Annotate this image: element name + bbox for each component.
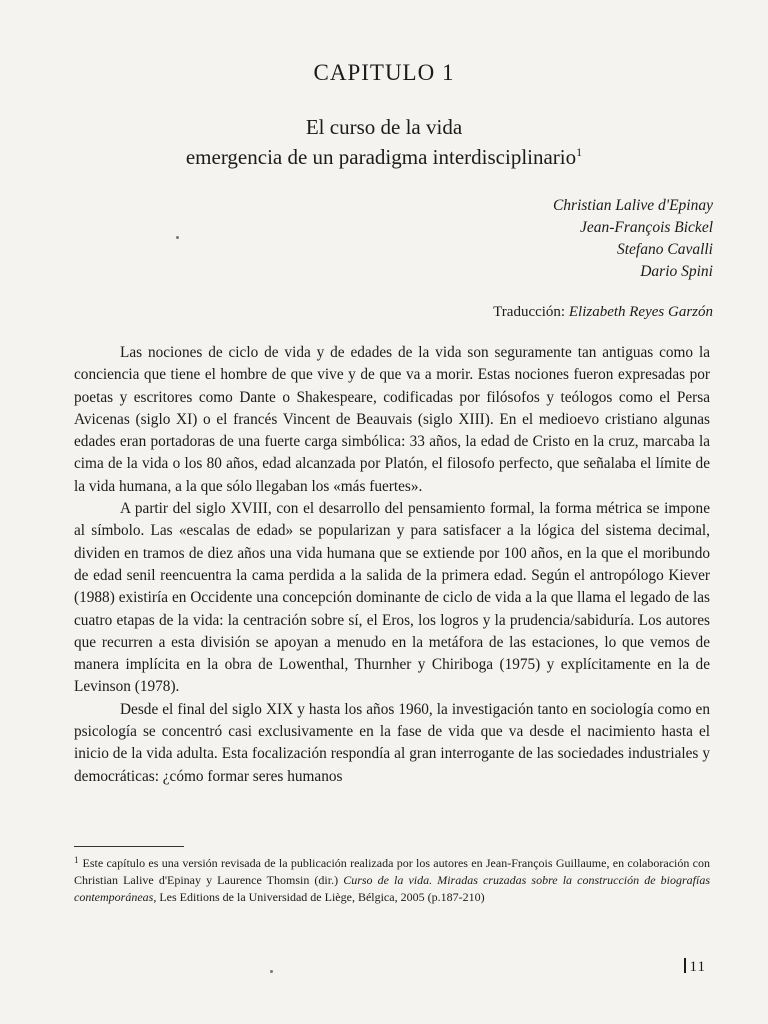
title-footnote-mark: 1 xyxy=(576,145,583,159)
author-name: Dario Spini xyxy=(640,263,713,280)
author-name: Jean-François Bickel xyxy=(580,219,713,236)
chapter-subtitle-text: emergencia de un paradigma interdisciplinario xyxy=(185,145,577,169)
chapter-title: El curso de la vida xyxy=(305,115,463,139)
page-number-rule xyxy=(684,958,686,973)
author-list xyxy=(413,195,713,283)
footnote-book-title: Curso de la vida. Miradas cruzadas sobre la construcción de biografías contemporáneas, xyxy=(74,873,710,904)
page-number-value: 11 xyxy=(689,959,706,975)
page-number xyxy=(684,958,706,976)
author-name: Christian Lalive d'Epinay xyxy=(552,197,713,214)
footnote xyxy=(74,852,710,906)
footnote-publisher: Les Editions de la Universidad de Liège, Bélgica, 2005 (p.187-210) xyxy=(156,890,485,904)
translator-name: Elizabeth Reyes Garzón xyxy=(568,304,713,320)
scan-speck xyxy=(176,236,179,239)
author-name: Stefano Cavalli xyxy=(616,241,713,258)
translation-credit xyxy=(313,304,713,321)
body-paragraph: Las nociones de ciclo de vida y de edades de la vida son seguramente tan antiguas como la conciencia que tiene el hombre de que vive y de que va a morir. Estas nociones fueron expresadas por poetas y escritores como Dante o Shakespeare, codificadas por filósofos y teólogos como el Persa Avicenas (siglo XI) o el francés Vincent de Beauvais (siglo XIII). En el medioevo cristiano algunas edades eran portadoras de una fuerte carga simbólica: 33 años, la edad de Cristo en la cruz, marcaba la cima de la vida o los 80 años, edad alcanzada por Platón, el filosofo perfecto, que señalaba el límite de la vida humana, a la que sólo llegaban los «más fuertes». xyxy=(74,344,710,495)
body-paragraph: A partir del siglo XVIII, con el desarrollo del pensamiento formal, la forma métrica se impone al símbolo. Las «escalas de edad» se popularizan y para satisfacer a la lógica del sistema decimal, dividen en tramos de diez años una vida humana que se extiende por 100 años, en la que el moribundo de edad senil reencuentra la cama perdida a la salida de la primera edad. Según el antropólogo Kiever (1988) existiría en Occidente una concepción dominante de ciclo de vida a la que llama el legado de las cuatro etapas de la vida: la centración sobre sí, el Eros, los logros y la prudencia/sabiduría. Los autores que recurren a esta división se apoyan a menudo en la metáfora de las estaciones, lo que vemos de manera implícita en la obra de Lowenthal, Thurnher y Chiriboga (1975) y explícitamente en la de Levinson (1978). xyxy=(74,500,710,696)
chapter-label: CAPITULO 1 xyxy=(313,60,455,85)
chapter-subtitle xyxy=(0,145,768,170)
footnote-text: Este capítulo es una versión revisada de la publicación realizada por los autores en Jean-François Guillaume, en colaboración con Christian Lalive d'Epinay y Laurence Thomsin (dir.) xyxy=(74,856,710,887)
scan-speck xyxy=(270,970,273,973)
footnote-divider xyxy=(74,846,184,847)
body-paragraph: Desde el final del siglo XIX y hasta los años 1960, la investigación tanto en sociología como en psicología se concentró casi exclusivamente en la fase de vida que va desde el nacimiento hasta el inicio de la vida adulta. Esta focalización respondía al gran interrogante de las sociedades industriales y democráticas: ¿cómo formar seres humanos xyxy=(74,700,710,785)
footnote-mark: 1 xyxy=(74,855,79,865)
translation-label: Traducción: xyxy=(493,304,566,320)
body-text xyxy=(74,342,710,788)
